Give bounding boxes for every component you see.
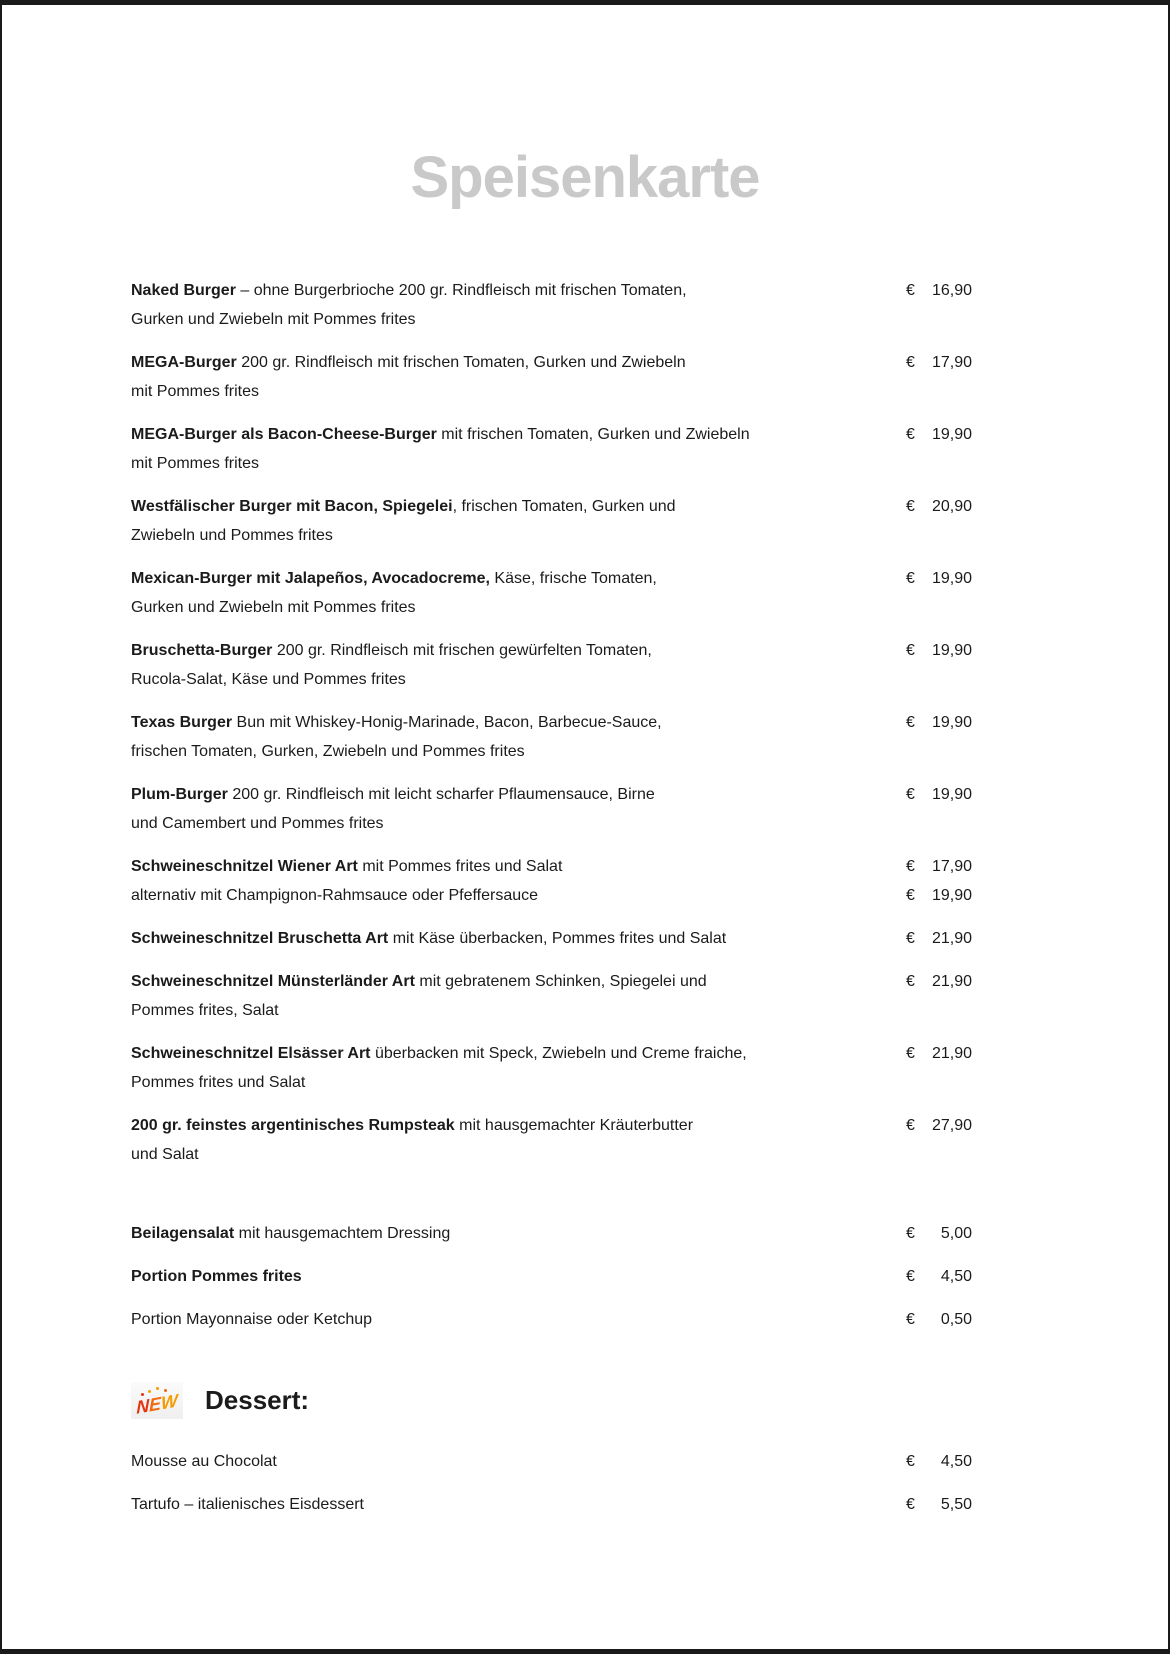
item-prices (906, 1219, 972, 1248)
item-prices (906, 1262, 972, 1291)
item-text-line: mit Pommes frites (131, 383, 260, 400)
item-price (906, 276, 972, 305)
currency-symbol: € (906, 1311, 915, 1328)
item-text-line: Zwiebeln und Pommes frites (131, 527, 333, 544)
currency-symbol: € (906, 973, 915, 990)
item-prices (906, 348, 972, 377)
item-description (131, 1447, 277, 1476)
item-prices (906, 1111, 972, 1140)
page-title: Speisenkarte (410, 145, 760, 210)
item-text-line: 200 gr. feinstes argentinisches Rumpsteak mit hausgemachter Kräuterbutter (131, 1117, 694, 1134)
item-price (906, 492, 972, 521)
item-description (131, 1490, 364, 1519)
currency-symbol: € (906, 570, 915, 587)
price-value: 27,90 (931, 1117, 972, 1134)
menu-item (131, 852, 972, 910)
price-value: 21,90 (931, 930, 972, 947)
menu-item (131, 276, 972, 334)
item-text-line: Texas Burger Bun mit Whiskey-Honig-Marinade, Bacon, Barbecue-Sauce, (131, 714, 662, 731)
price-value: 4,50 (940, 1268, 972, 1285)
item-price (906, 1447, 972, 1476)
menu-item (131, 636, 972, 694)
currency-symbol: € (906, 354, 915, 371)
menu-item (131, 708, 972, 766)
item-text-line: Portion Mayonnaise oder Ketchup (131, 1311, 373, 1328)
item-price (906, 1262, 972, 1291)
price-value: 20,90 (931, 498, 972, 515)
item-text-line: Plum-Burger 200 gr. Rindfleisch mit leicht scharfer Pflaumensauce, Birne (131, 786, 655, 803)
currency-symbol: € (906, 786, 915, 803)
item-description (131, 1262, 302, 1291)
item-description (131, 564, 657, 622)
item-text-line: alternativ mit Champignon-Rahmsauce oder Pfeffersauce (131, 887, 539, 904)
item-text-line: Tartufo – italienisches Eisdessert (131, 1496, 364, 1513)
item-price (906, 924, 972, 953)
item-text-line: Schweineschnitzel Elsässer Art überbacken mit Speck, Zwiebeln und Creme fraiche, (131, 1045, 747, 1062)
menu-item (131, 420, 972, 478)
item-text-line: Schweineschnitzel Münsterländer Art mit gebratenem Schinken, Spiegelei und (131, 973, 707, 990)
item-text-line: Westfälischer Burger mit Bacon, Spiegelei, frischen Tomaten, Gurken und (131, 498, 676, 515)
price-value: 21,90 (931, 1045, 972, 1062)
currency-symbol: € (906, 1496, 915, 1513)
item-text-line: und Salat (131, 1146, 199, 1163)
price-value: 19,90 (931, 426, 972, 443)
price-value: 16,90 (931, 282, 972, 299)
new-badge-label: NEW (136, 1389, 178, 1418)
menu-item (131, 564, 972, 622)
currency-symbol: € (906, 1225, 915, 1242)
currency-symbol: € (906, 282, 915, 299)
item-text-line: Schweineschnitzel Wiener Art mit Pommes frites und Salat (131, 858, 563, 875)
item-text-line: Mexican-Burger mit Jalapeños, Avocadocreme, Käse, frische Tomaten, (131, 570, 657, 587)
item-text-line: Schweineschnitzel Bruschetta Art mit Käse überbacken, Pommes frites und Salat (131, 930, 727, 947)
item-description (131, 924, 726, 953)
price-value: 5,50 (940, 1496, 972, 1513)
price-value: 17,90 (931, 858, 972, 875)
item-text-line: Portion Pommes frites (131, 1268, 302, 1285)
item-price (906, 1305, 972, 1334)
item-prices (906, 276, 972, 305)
menu-item (131, 1447, 972, 1476)
menu-item (131, 1219, 972, 1248)
item-description (131, 276, 687, 334)
price-value: 19,90 (931, 887, 972, 904)
item-text-line: Gurken und Zwiebeln mit Pommes frites (131, 599, 416, 616)
menu-item (131, 1305, 972, 1334)
item-text-line: frischen Tomaten, Gurken, Zwiebeln und Pommes frites (131, 743, 525, 760)
item-prices (906, 564, 972, 593)
menu-item (131, 924, 972, 953)
item-prices (906, 967, 972, 996)
menu-item (131, 1039, 972, 1097)
currency-symbol: € (906, 714, 915, 731)
item-price (906, 780, 972, 809)
sides-list (131, 1219, 972, 1334)
item-text-line: Pommes frites, Salat (131, 1002, 279, 1019)
item-text-line: Mousse au Chocolat (131, 1453, 277, 1470)
dessert-list (131, 1447, 972, 1519)
price-value: 5,00 (940, 1225, 972, 1242)
item-prices (906, 492, 972, 521)
price-value: 17,90 (931, 354, 972, 371)
menu-item (131, 1262, 972, 1291)
item-description (131, 852, 562, 910)
item-prices (906, 636, 972, 665)
main-dishes-list (131, 276, 972, 1169)
item-price (906, 881, 972, 910)
price-value: 21,90 (931, 973, 972, 990)
currency-symbol: € (906, 642, 915, 659)
item-description (131, 492, 676, 550)
item-description (131, 1305, 372, 1334)
item-prices (906, 852, 972, 910)
item-prices (906, 1039, 972, 1068)
item-price (906, 1039, 972, 1068)
item-text-line: mit Pommes frites (131, 455, 260, 472)
currency-symbol: € (906, 858, 915, 875)
currency-symbol: € (906, 498, 915, 515)
menu-item (131, 1111, 972, 1169)
menu-item (131, 967, 972, 1025)
price-value: 4,50 (940, 1453, 972, 1470)
item-price (906, 564, 972, 593)
price-value: 0,50 (940, 1311, 972, 1328)
item-price (906, 348, 972, 377)
item-prices (906, 780, 972, 809)
dessert-heading: Dessert: (205, 1385, 310, 1415)
currency-symbol: € (906, 887, 915, 904)
item-description (131, 348, 686, 406)
new-badge-icon (131, 1382, 183, 1419)
item-description (131, 780, 655, 838)
item-text-line: Pommes frites und Salat (131, 1074, 306, 1091)
price-value: 19,90 (931, 786, 972, 803)
item-price (906, 1111, 972, 1140)
item-price (906, 1219, 972, 1248)
item-price (906, 420, 972, 449)
item-price (906, 636, 972, 665)
item-text-line: Rucola-Salat, Käse und Pommes frites (131, 671, 406, 688)
menu-item (131, 1490, 972, 1519)
item-price (906, 1490, 972, 1519)
price-value: 19,90 (931, 570, 972, 587)
menu-item (131, 780, 972, 838)
dessert-section-header (131, 1382, 972, 1419)
item-prices (906, 1447, 972, 1476)
currency-symbol: € (906, 930, 915, 947)
item-text-line: MEGA-Burger 200 gr. Rindfleisch mit frischen Tomaten, Gurken und Zwiebeln (131, 354, 686, 371)
currency-symbol: € (906, 426, 915, 443)
item-description (131, 1111, 693, 1169)
currency-symbol: € (906, 1453, 915, 1470)
item-description (131, 1219, 450, 1248)
item-description (131, 1039, 747, 1097)
item-text-line: Gurken und Zwiebeln mit Pommes frites (131, 311, 416, 328)
item-prices (906, 1305, 972, 1334)
item-prices (906, 1490, 972, 1519)
item-text-line: Beilagensalat mit hausgemachtem Dressing (131, 1225, 451, 1242)
item-text-line: Naked Burger – ohne Burgerbrioche 200 gr. Rindfleisch mit frischen Tomaten, (131, 282, 687, 299)
item-prices (906, 420, 972, 449)
menu-item (131, 492, 972, 550)
currency-symbol: € (906, 1268, 915, 1285)
item-text-line: und Camembert und Pommes frites (131, 815, 384, 832)
currency-symbol: € (906, 1045, 915, 1062)
item-description (131, 967, 707, 1025)
item-price (906, 967, 972, 996)
price-value: 19,90 (931, 642, 972, 659)
item-price (906, 708, 972, 737)
item-description (131, 636, 652, 694)
item-description (131, 420, 750, 478)
item-prices (906, 708, 972, 737)
menu-content (2, 276, 1168, 1519)
item-description (131, 708, 662, 766)
item-text-line: Bruschetta-Burger 200 gr. Rindfleisch mit frischen gewürfelten Tomaten, (131, 642, 652, 659)
item-prices (906, 924, 972, 953)
menu-item (131, 348, 972, 406)
price-value: 19,90 (931, 714, 972, 731)
currency-symbol: € (906, 1117, 915, 1134)
item-text-line: MEGA-Burger als Bacon-Cheese-Burger mit frischen Tomaten, Gurken und Zwiebeln (131, 426, 750, 443)
item-price (906, 852, 972, 881)
